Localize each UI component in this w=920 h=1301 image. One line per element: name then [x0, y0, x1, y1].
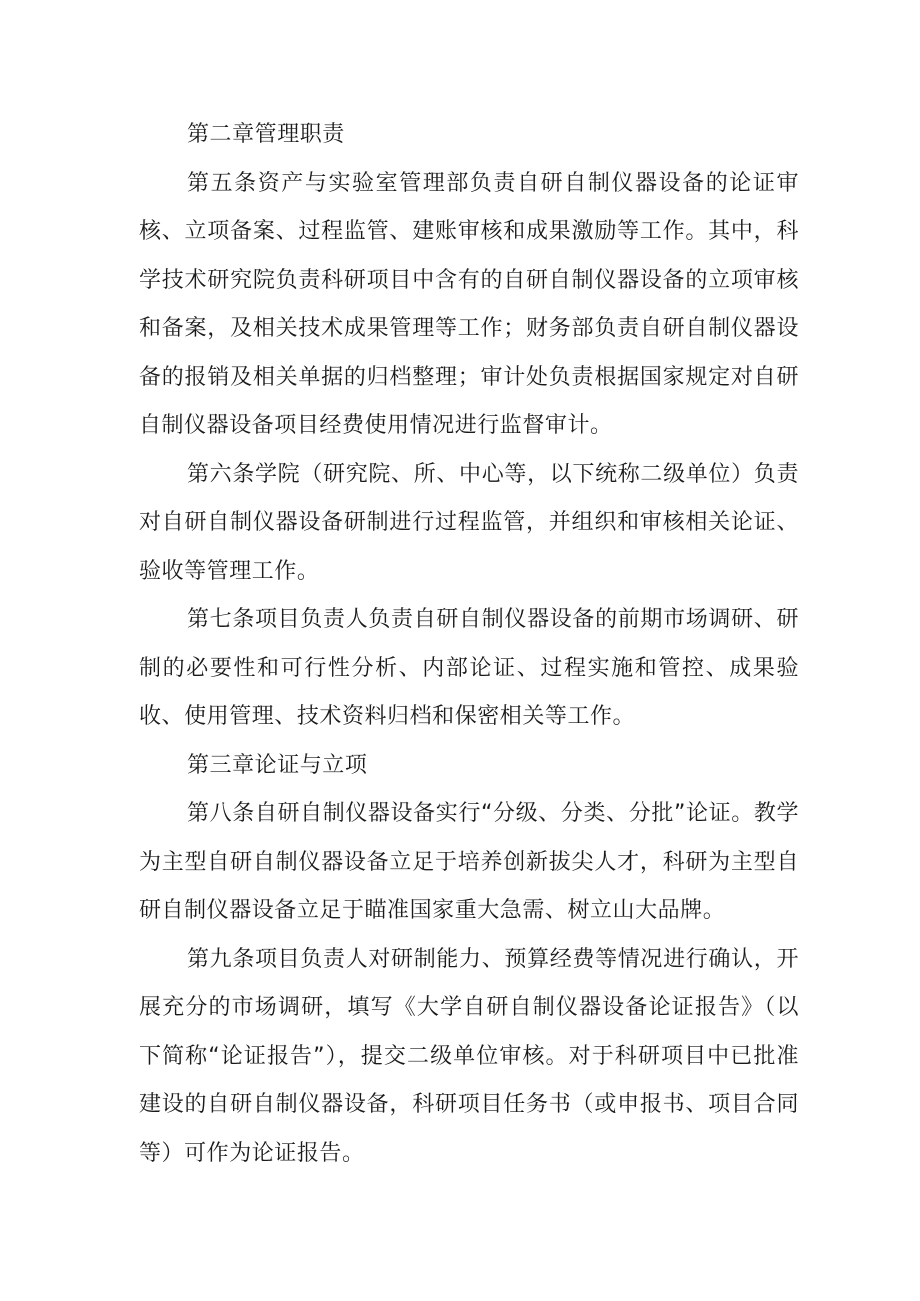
article-7-paragraph: 第七条项目负责人负责自研自制仪器设备的前期市场调研、研制的必要性和可行性分析、内部论证、过程实施和管控、成果验收、使用管理、技术资料归档和保密相关等工作。	[139, 607, 799, 729]
chapter-heading-3: 第三章论证与立项	[187, 752, 368, 778]
document-body	[139, 111, 799, 1178]
article-6-paragraph: 第六条学院（研究院、所、中心等，以下统称二级单位）负责对自研自制仪器设备研制进行过程监管，并组织和审核相关论证、验收等管理工作。	[139, 461, 799, 584]
article-9-paragraph: 第九条项目负责人对研制能力、预算经费等情况进行确认，开展充分的市场调研，填写《大学自研自制仪器设备论证报告》（以下简称“论证报告”），提交二级单位审核。对于科研项目中已批准建设的自研自制仪器设备，科研项目任务书（或申报书、项目合同等）可作为论证报告。	[139, 946, 799, 1166]
article-8-paragraph: 第八条自研自制仪器设备实行“分级、分类、分批”论证。教学为主型自研自制仪器设备立足于培养创新拔尖人才，科研为主型自研自制仪器设备立足于瞄准国家重大急需、树立山大品牌。	[139, 801, 799, 923]
chapter-heading-2: 第二章管理职责	[187, 122, 345, 147]
article-5-paragraph: 第五条资产与实验室管理部负责自研自制仪器设备的论证审核、立项备案、过程监管、建账审核和成果激励等工作。其中，科学技术研究院负责科研项目中含有的自研自制仪器设备的立项审核和备案，及相关技术成果管理等工作；财务部负责自研自制仪器设备的报销及相关单据的归档整理；审计处负责根据国家规定对自研自制仪器设备项目经费使用情况进行监督审计。	[139, 170, 799, 438]
